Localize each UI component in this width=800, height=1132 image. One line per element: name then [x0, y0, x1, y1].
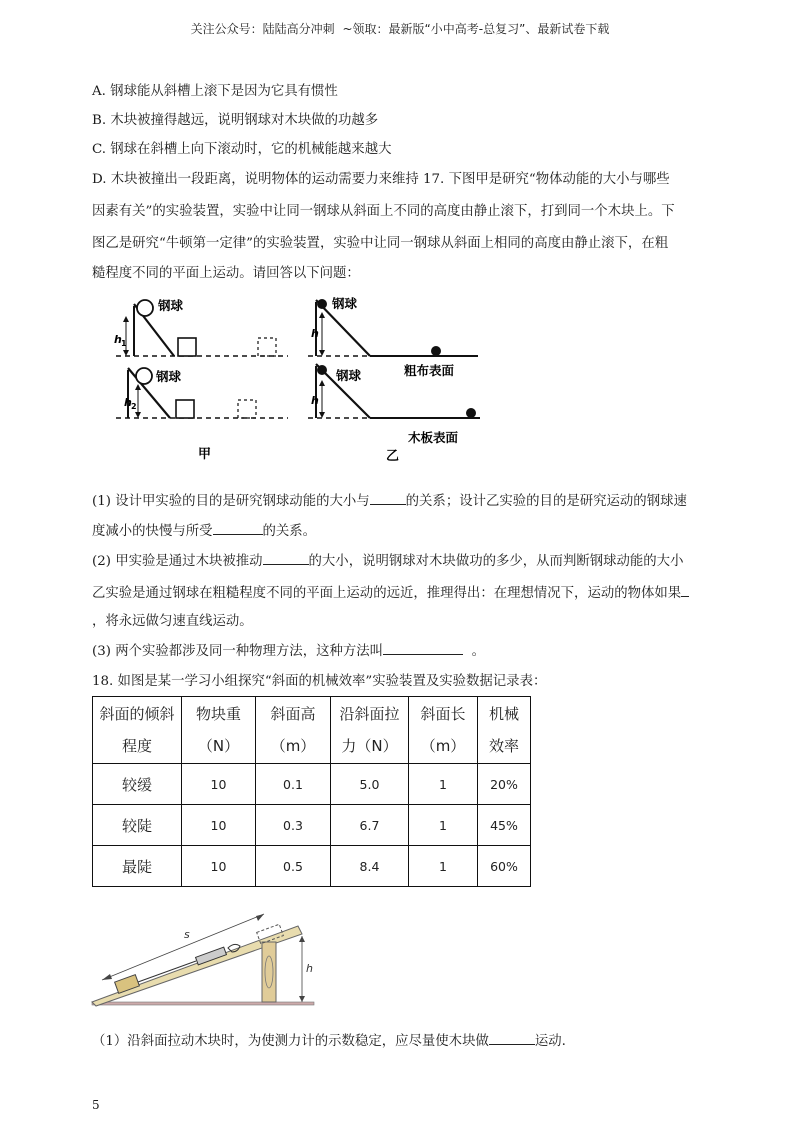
q17-figure	[108, 288, 488, 482]
s-label: s	[184, 928, 190, 941]
svg-text:钢球: 钢球	[336, 368, 362, 383]
q17-part-1-line-2: 度减小的快慢与所受 的关系。	[92, 524, 317, 539]
h-label: h	[311, 327, 319, 340]
steel-ball-icon	[137, 300, 153, 316]
q17-part-1-line-1: (1) 设计甲实验的目的是研究钢球动能的大小与 的关系；设计乙实验的目的是研究运动的钢球速	[92, 494, 687, 509]
h2-label: h	[124, 396, 132, 409]
option-d: D. 木块被撞出一段距离，说明物体的运动需要力来维持 17. 下图甲是研究“物体动能的大小与哪些	[92, 172, 670, 187]
option-c: C. 钢球在斜槽上向下滚动时，它的机械能越来越大	[92, 142, 392, 157]
option-a: A. 钢球能从斜槽上滚下是因为它具有惯性	[92, 84, 338, 99]
jia-bottom-setup	[116, 368, 288, 418]
svg-text:h: h	[311, 394, 319, 407]
steel-ball-icon	[317, 299, 327, 309]
board-surface-label: 木板表面	[408, 430, 459, 445]
answer-blank[interactable]	[370, 492, 406, 505]
jia-top-setup	[114, 298, 288, 356]
yi-bottom-setup	[308, 364, 480, 445]
svg-text:2: 2	[131, 402, 137, 411]
support-block	[262, 942, 276, 1002]
q17-line-4: 糙程度不同的平面上运动。请回答以下问题：	[92, 266, 360, 281]
table-header-row: 斜面的倾斜 程度 物块重 （N） 斜面高 （m） 沿斜面拉 力（N） 斜面长 （m） 机械 效率	[93, 697, 531, 764]
q17-part-3: (3) 两个实验都涉及同一种物理方法，这种方法叫 。	[92, 644, 485, 659]
q17-part-2-line-2: 乙实验是通过钢球在粗糙程度不同的平面上运动的远近，推理得出：在理想情况下，运动的物体如果	[92, 582, 689, 601]
h1-label: h	[114, 333, 122, 346]
answer-blank[interactable]	[489, 1032, 535, 1045]
svg-text:1: 1	[121, 339, 127, 348]
answer-blank[interactable]	[263, 552, 309, 565]
wood-block	[178, 338, 196, 356]
q17-part-2-line-3: ，将永远做匀速直线运动。	[92, 614, 253, 629]
table-row: 较陡 10 0.3 6.7 1 45%	[93, 805, 531, 846]
svg-text:钢球: 钢球	[332, 296, 358, 311]
yi-top-setup	[308, 296, 478, 378]
answer-blank[interactable]	[681, 584, 689, 597]
answer-blank[interactable]	[383, 642, 463, 655]
option-b: B. 木块被撞得越远，说明钢球对木块做的功越多	[92, 113, 379, 128]
svg-text:钢球: 钢球	[156, 369, 182, 384]
table-row: 较缓 10 0.1 5.0 1 20%	[93, 764, 531, 805]
h-label: h	[306, 962, 313, 975]
q17-line-2: 因素有关”的实验装置，实验中让同一钢球从斜面上不同的高度由静止滚下，打到同一个木块上。下	[92, 204, 675, 219]
yi-label: 乙	[386, 449, 400, 464]
q18-part-1: （1）沿斜面拉动木块时，为使测力计的示数稳定，应尽量使木块做 运动.	[92, 1034, 566, 1049]
table-row: 最陡 10 0.5 8.4 1 60%	[93, 846, 531, 887]
efficiency-table	[92, 696, 531, 887]
q17-part-2-line-1: (2) 甲实验是通过木块被推动 的大小，说明钢球对木块做功的多少，从而判断钢球动能的大小	[92, 554, 684, 569]
answer-blank[interactable]	[213, 522, 263, 535]
ball-label: 钢球	[158, 298, 184, 313]
header-right: ~领取：最新版“小中高考-总复习”、最新试卷下载	[342, 22, 610, 36]
page-header	[0, 20, 800, 37]
q17-line-3: 图乙是研究“牛顿第一定律”的实验装置，实验中让同一钢球从斜面上相同的高度由静止滚下，在粗	[92, 236, 669, 251]
jia-label: 甲	[198, 447, 212, 462]
header-left: 关注公众号：陆陆高分冲刺	[190, 22, 335, 36]
cloth-surface-label: 粗布表面	[404, 363, 455, 378]
q18-intro: 18. 如图是某一学习小组探究“斜面的机械效率”实验装置及实验数据记录表：	[92, 674, 547, 689]
incline-figure	[88, 906, 328, 1020]
page-number: 5	[92, 1098, 100, 1112]
